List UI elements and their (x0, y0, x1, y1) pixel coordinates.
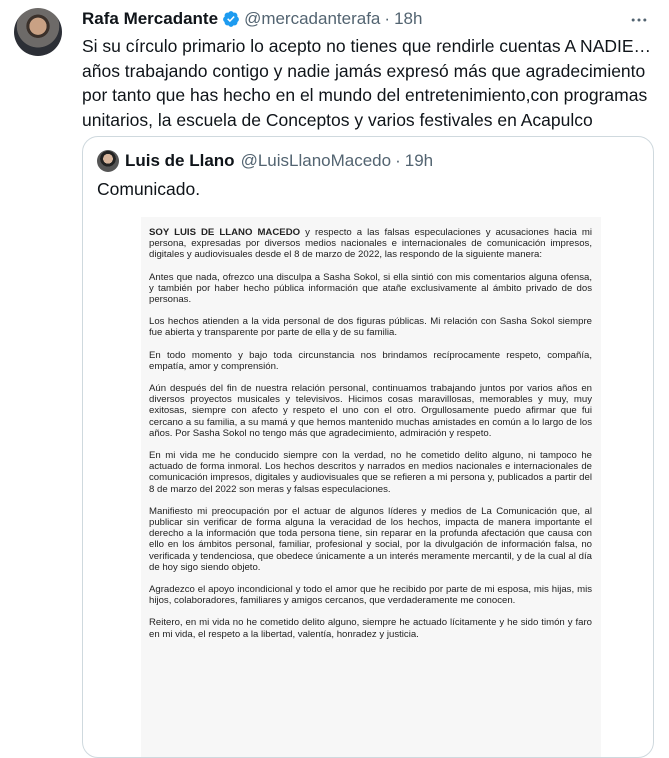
tweet-text: Si su círculo primario lo acepto no tienes que rendirle cuentas A NADIE… años trabajando contigo y nadie jamás expresó más que agradecimiento por tanto que has hecho en el mundo del entretenimiento,con programas unitarios, la escuela de Conceptos y varios festivales en Acapulco (82, 36, 652, 130)
statement-lead: SOY LUIS DE LLANO MACEDO (149, 227, 301, 238)
quoted-author-name: Luis de Llano (125, 151, 235, 170)
verified-badge-icon (222, 10, 240, 28)
author-name[interactable]: Rafa Mercadante (82, 9, 219, 28)
statement-paragraph: En mi vida me he conducido siempre con la verdad, no he cometido delito alguno, ni tampoco he actuado de forma inmoral. Los hechos descritos y narrados en medios nacionales e internacionales de comunicación impresos, digitales y audiovisuales que se refieren a mi persona y, publicados a partir del 8 de marzo del 2022 son meras y falsas especulaciones. (149, 450, 592, 495)
tweet-header (82, 8, 422, 30)
tweet-timestamp[interactable]: 18h (394, 9, 423, 28)
quoted-tweet-header (97, 149, 433, 173)
statement-paragraph: SOY LUIS DE LLANO MACEDO y respecto a las falsas especulaciones y acusaciones hacia mi persona, expresadas por diversos medios nacionales e internacionales de comunicación impresos, digitales y audiovisuales desde el 8 de marzo de 2022, las respondo de la siguiente manera: (149, 227, 593, 261)
quoted-tweet-text: Comunicado. (97, 179, 201, 199)
author-handle[interactable]: @mercadanterafa (244, 9, 381, 28)
separator-dot: · (395, 151, 401, 170)
quoted-tweet-timestamp: 19h (404, 151, 434, 170)
statement-paragraph: Antes que nada, ofrezco una disculpa a Sasha Sokol, si ella sintió con mis comentarios alguna ofensa, y también por haber hecho pública información que atañe exclusivamente al ámbito privado de dos personas. (149, 271, 592, 306)
more-options-button[interactable] (627, 8, 651, 32)
author-avatar[interactable] (14, 8, 62, 56)
statement-image[interactable] (141, 217, 601, 757)
statement-paragraph: Reitero, en mi vida no he cometido delito alguno, siempre he actuado lícitamente y he sido timón y faro en mi vida, el respeto a la libertad, valentía, honradez y justicia. (149, 617, 592, 640)
quoted-author-avatar (97, 150, 119, 172)
more-horizontal-icon (629, 10, 649, 30)
separator-dot: · (384, 9, 391, 28)
statement-paragraph: En todo momento y bajo toda circunstancia nos brindamos recíprocamente respeto, compañía, empatía, amor y comprensión. (149, 349, 592, 372)
quoted-author-handle: @LuisLlanoMacedo (240, 151, 392, 170)
statement-paragraph: Los hechos atienden a la vida personal de dos figuras públicas. Mi relación con Sasha Sokol siempre fue abierta y transparente por parte de ella y de su familia. (149, 316, 592, 339)
statement-paragraph: Agradezco el apoyo incondicional y todo el amor que he recibido por parte de mi esposa, mis hijas, mis hijos, colaboradores, familiares y amigos cercanos, que verdaderamente me conocen. (149, 584, 592, 607)
statement-paragraph: Aún después del fin de nuestra relación personal, continuamos trabajando juntos por varios años en diversos proyectos musicales y televisivos. Hicimos cosas maravillosas, memorables y muy, muy exitosas, siempre con afecto y respeto el uno con el otro. Orgullosamente puedo afirmar que fui cercano a su familia, a su mamá y que hemos mantenido muchas amistades en común a lo largo de los años. Por Sasha Sokol no tengo más que agradecimiento, admiración y respeto. (149, 383, 592, 439)
statement-document (149, 227, 592, 651)
statement-paragraph: Manifiesto mi preocupación por el actuar de algunos líderes y medios de La Comunicación que, al publicar sin verificar de forma alguna la veracidad de los hechos, impacta de manera importante el derecho a la información que toda persona tiene, sin reparar en la profunda afectación que causa con ello en los ámbitos personal, familiar, profesional y social, por la divulgación de información falsa, no verificada y tendenciosa, que obedece únicamente a un interés meramente mercantil, y de la cual al día de hoy sigo siendo objeto. (149, 505, 592, 573)
quoted-tweet[interactable] (82, 136, 654, 758)
